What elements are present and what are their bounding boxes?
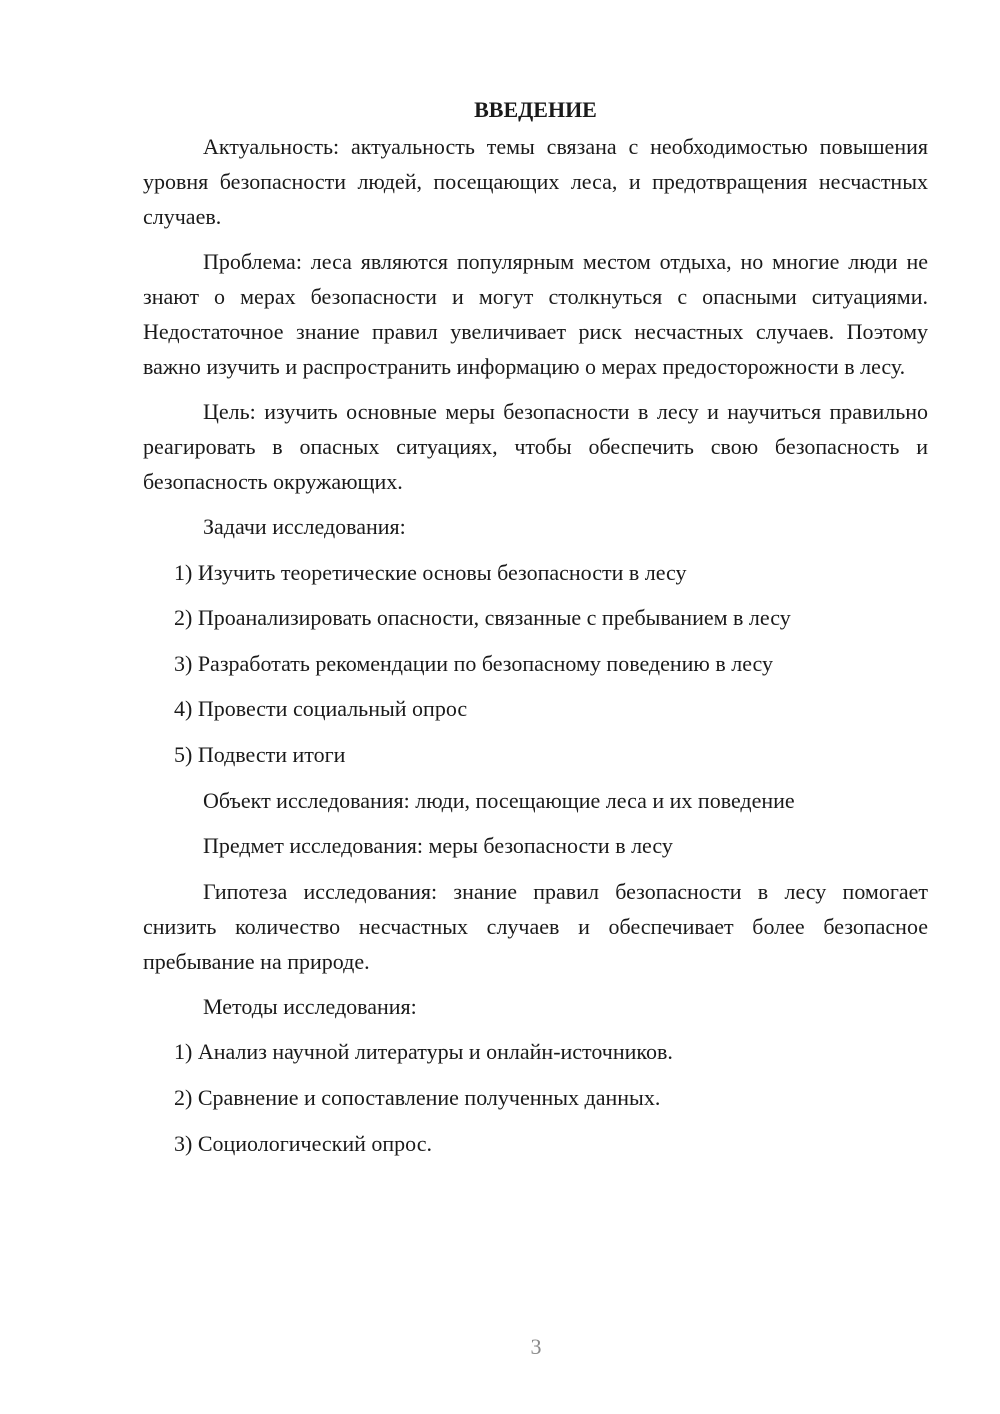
- method-item: 2) Сравнение и сопоставление полученных данных.: [174, 1084, 661, 1110]
- task-item: 2) Проанализировать опасности, связанные с пребыванием в лесу: [174, 605, 791, 631]
- task-item: 3) Разработать рекомендации по безопасному поведению в лесу: [174, 650, 774, 676]
- task-item: 4) Провести социальный опрос: [174, 696, 468, 722]
- goal-paragraph: Цель: изучить основные меры безопасности в лесу и научиться правильно реагировать в опасных ситуациях, чтобы обеспечить свою безопасность и безопасность окружающих.: [143, 399, 928, 494]
- relevance-paragraph: Актуальность: актуальность темы связана с необходимостью повышения уровня безопасности людей, посещающих леса, и предотвращения несчастных случаев.: [143, 134, 928, 229]
- document-page: [143, 92, 928, 1171]
- hypothesis-paragraph: Гипотеза исследования: знание правил безопасности в лесу помогает снизить количество несчастных случаев и обеспечивает более безопасное пребывание на природе.: [143, 878, 928, 974]
- tasks-label: Задачи исследования:: [203, 514, 406, 539]
- research-object: Объект исследования: люди, посещающие леса и их поведение: [203, 787, 795, 813]
- problem-paragraph: Проблема: леса являются популярным местом отдыха, но многие люди не знают о мерах безопасности и могут столкнуться с опасными ситуациями. Недостаточное знание правил увеличивает риск несчастных случаев. Поэтому важно изучить и распространить информацию о мерах предосторожности в лесу.: [143, 249, 928, 379]
- research-subject: Предмет исследования: меры безопасности в лесу: [203, 833, 673, 859]
- methods-label: Методы исследования:: [203, 993, 417, 1019]
- page-number: 3: [530, 1334, 542, 1359]
- task-item: 1) Изучить теоретические основы безопасности в лесу: [174, 559, 687, 585]
- task-item: 5) Подвести итоги: [174, 741, 346, 767]
- method-item: 3) Социологический опрос.: [174, 1130, 432, 1156]
- method-item: 1) Анализ научной литературы и онлайн-источников.: [174, 1039, 673, 1065]
- section-heading: ВВЕДЕНИЕ: [474, 97, 597, 122]
